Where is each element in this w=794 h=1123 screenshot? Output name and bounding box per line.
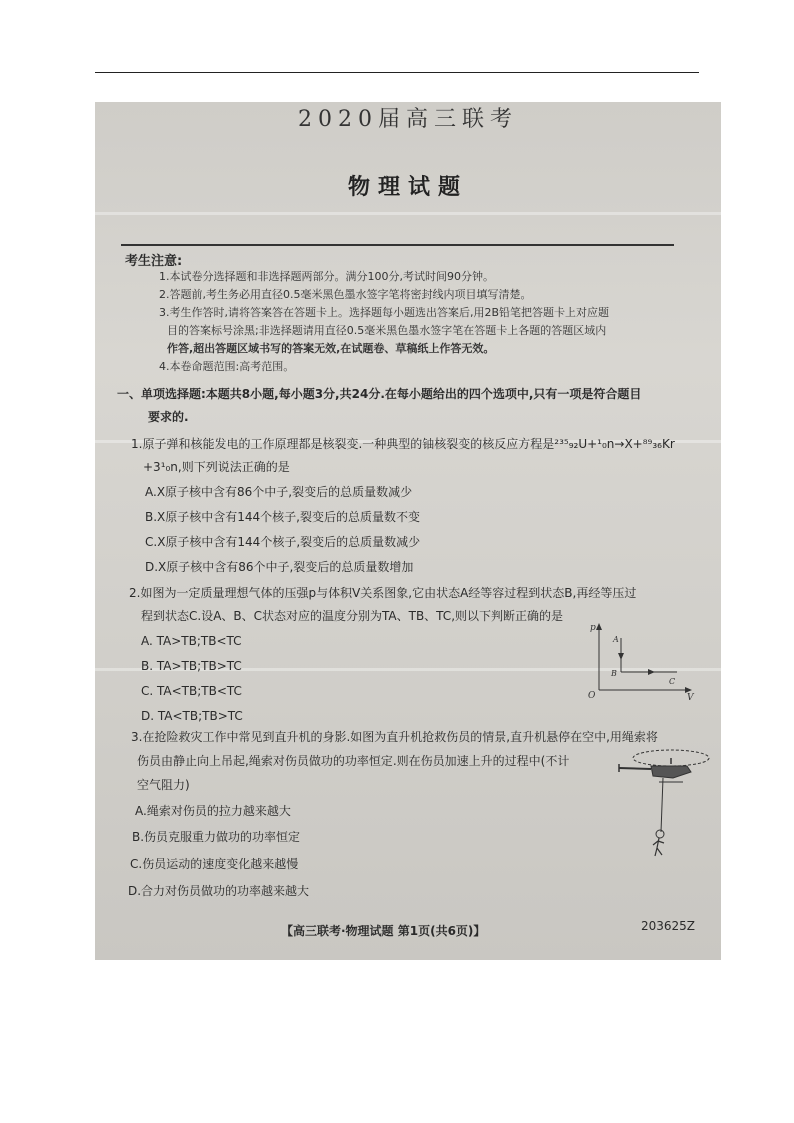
notice-item: 2.答题前,考生务必用直径0.5毫米黑色墨水签字笔将密封线内项目填写清楚。 bbox=[159, 288, 532, 301]
notice-title: 考生注意: bbox=[125, 254, 183, 269]
top-rule bbox=[95, 72, 699, 73]
q1-stem: 1.原子弹和核能发电的工作原理都是核裂变.一种典型的铀核裂变的核反应方程是²³⁵₉₂U+¹₀n→X+⁸⁹₃₆Kr bbox=[131, 437, 675, 451]
notice-item: 4.本卷命题范围:高考范围。 bbox=[159, 360, 295, 373]
p-axis-arrow bbox=[596, 623, 602, 630]
isochoric-arrow bbox=[618, 653, 624, 660]
p-label: p bbox=[590, 623, 596, 633]
helicopter-diagram bbox=[613, 742, 713, 857]
q3-stem-cont2: 空气阻力) bbox=[137, 778, 190, 792]
notice-item: 目的答案标号涂黑;非选择题请用直径0.5毫米黑色墨水签字笔在答题卡上各题的答题区域内 bbox=[167, 324, 607, 337]
exam-title: 2020届高三联考 bbox=[298, 107, 518, 132]
isobaric-arrow bbox=[648, 669, 655, 675]
notice-item: 1.本试卷分选择题和非选择题两部分。满分100分,考试时间90分钟。 bbox=[159, 270, 494, 283]
q2-option-a: A. TA>TB;TB<TC bbox=[141, 634, 242, 648]
helicopter-body-icon bbox=[651, 766, 691, 778]
rope-line bbox=[661, 778, 663, 832]
q2-option-b: B. TA>TB;TB>TC bbox=[141, 659, 242, 673]
notice-item: 3.考生作答时,请将答案答在答题卡上。选择题每小题选出答案后,用2B铅笔把答题卡上对应题 bbox=[159, 306, 610, 319]
q3-stem: 3.在抢险救灾工作中常见到直升机的身影.如图为直升机抢救伤员的情景,直升机悬停在空中,用绳索将 bbox=[131, 730, 658, 744]
q3-option-d: D.合力对伤员做功的功率越来越大 bbox=[128, 884, 310, 898]
q2-stem: 2.如图为一定质量理想气体的压强p与体积V关系图象,它由状态A经等容过程到状态B,再经等压过 bbox=[129, 586, 637, 600]
subject-title: 物理试题 bbox=[347, 174, 468, 200]
q3-option-a: A.绳索对伤员的拉力越来越大 bbox=[135, 804, 291, 818]
q1-option-b: B.X原子核中含有144个核子,裂变后的总质量数不变 bbox=[145, 510, 420, 524]
section-heading: 一、单项选择题:本题共8小题,每小题3分,共24分.在每小题给出的四个选项中,只有一项是符合题目 bbox=[117, 387, 642, 401]
origin-label: O bbox=[588, 691, 596, 700]
q3-option-b: B.伤员克服重力做功的功率恒定 bbox=[132, 830, 301, 844]
section-heading-cont: 要求的. bbox=[148, 410, 189, 424]
q3-option-c: C.伤员运动的速度变化越来越慢 bbox=[130, 857, 299, 871]
person-body-icon bbox=[653, 838, 664, 856]
paper-fold bbox=[95, 212, 721, 215]
pv-diagram bbox=[585, 620, 695, 700]
notice-rule bbox=[121, 244, 674, 246]
v-label: V bbox=[687, 693, 694, 700]
point-b-label: B bbox=[611, 669, 617, 678]
q2-option-d: D. TA<TB;TB>TC bbox=[141, 709, 243, 723]
q2-option-c: C. TA<TB;TB<TC bbox=[141, 684, 242, 698]
page-footer: 【高三联考·物理试题 第1页(共6页)】 bbox=[281, 924, 486, 938]
notice-item: 作答,超出答题区域书写的答案无效,在试题卷、草稿纸上作答无效。 bbox=[167, 342, 495, 355]
person-head-icon bbox=[656, 830, 664, 838]
exam-photo bbox=[95, 102, 721, 960]
q1-option-c: C.X原子核中含有144个核子,裂变后的总质量数减少 bbox=[145, 535, 421, 549]
point-c-label: C bbox=[669, 677, 676, 686]
tail-boom bbox=[619, 768, 651, 769]
q2-stem-cont: 程到状态C.设A、B、C状态对应的温度分别为TA、TB、TC,则以下判断正确的是 bbox=[141, 609, 564, 623]
q3-stem-cont: 伤员由静止向上吊起,绳索对伤员做功的功率恒定.则在伤员加速上升的过程中(不计 bbox=[137, 754, 570, 768]
paper-code: 203625Z bbox=[641, 919, 696, 933]
q1-option-d: D.X原子核中含有86个中子,裂变后的总质量数增加 bbox=[145, 560, 414, 574]
point-a-label: A bbox=[613, 635, 619, 644]
q1-stem-cont: +3¹₀n,则下列说法正确的是 bbox=[143, 460, 290, 474]
q1-option-a: A.X原子核中含有86个中子,裂变后的总质量数减少 bbox=[145, 485, 413, 499]
